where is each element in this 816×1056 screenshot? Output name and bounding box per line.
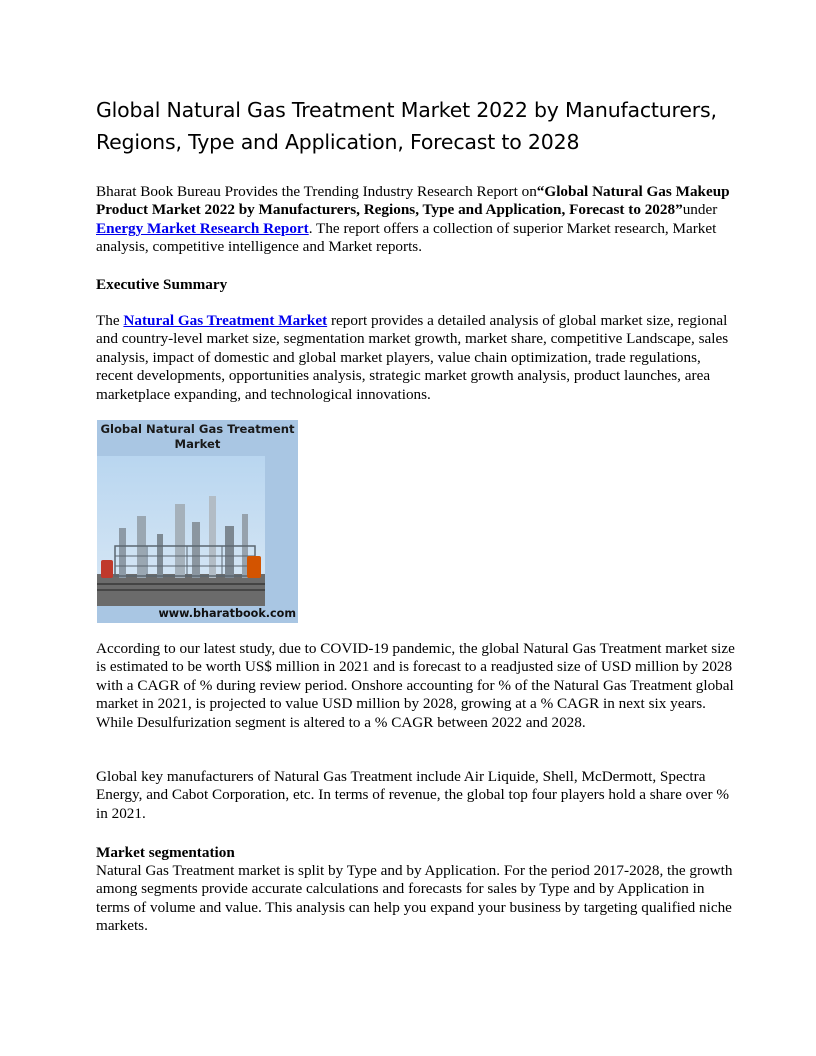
energy-market-link[interactable]: Energy Market Research Report — [96, 219, 309, 237]
report-name: “Global Natural Gas Makeup Product Market 2022 by Manufacturers, Regions, Type and Application, Forecast to 2028” — [96, 183, 730, 219]
image-title: Global Natural Gas Treatment Market — [100, 422, 295, 451]
intro-paragraph — [96, 183, 736, 257]
image-url: www.bharatbook.com — [158, 607, 296, 620]
intro-lead: Bharat Book Bureau Provides the Trending Industry Research Report on — [96, 183, 537, 200]
intro-tail: . The report offers a collection of superior Market research, Market analysis, competitive intelligence and Market reports. — [96, 219, 717, 256]
exec-the: The — [96, 312, 124, 329]
intro-under: under — [682, 201, 718, 219]
executive-summary-paragraph — [96, 312, 736, 404]
natural-gas-treatment-market-link[interactable]: Natural Gas Treatment Market — [123, 312, 328, 329]
market-segmentation-heading: Market segmentation — [96, 844, 235, 861]
executive-summary-heading: Executive Summary — [96, 276, 228, 293]
segmentation-paragraph: Natural Gas Treatment market is split by Type and by Application. For the period 2017-2028, the growth among segments provide accurate calculations and forecasts for sales by Type and by Application in terms of volume and value. This analysis can help you expand your business by targeting qualified niche markets. — [96, 862, 733, 935]
page-title: Global Natural Gas Treatment Market 2022 by Manufacturers, Regions, Type and Application, Forecast to 2028 — [96, 98, 717, 154]
study-paragraph: According to our latest study, due to COVID-19 pandemic, the global Natural Gas Treatment market size is estimated to be worth US$ million in 2021 and is forecast to a readjusted size of USD million by 2028 with a CAGR of % during review period. Onshore accounting for % of the Natural Gas Treatment global market in 2021, is projected to value USD million by 2028, growing at a % CAGR in next six years. While Desulfurization segment is altered to a % CAGR between 2022 and 2028. — [96, 640, 735, 731]
manufacturers-paragraph: Global key manufacturers of Natural Gas Treatment include Air Liquide, Shell, McDermott, Spectra Energy, and Cabot Corporation, etc. In terms of revenue, the global top four players hold a share over % in 2021. — [96, 768, 730, 822]
refinery-photo — [97, 456, 265, 606]
exec-tail: report provides a detailed analysis of global market size, regional and country-level market size, segmentation market growth, market share, competitive Landscape, sales analysis, impact of domestic and global market players, value chain optimization, trade regulations, recent developments, opportunities analysis, strategic market growth analysis, product launches, area marketplace expanding, and technological innovations. — [96, 312, 729, 403]
market-report-image — [97, 420, 298, 623]
